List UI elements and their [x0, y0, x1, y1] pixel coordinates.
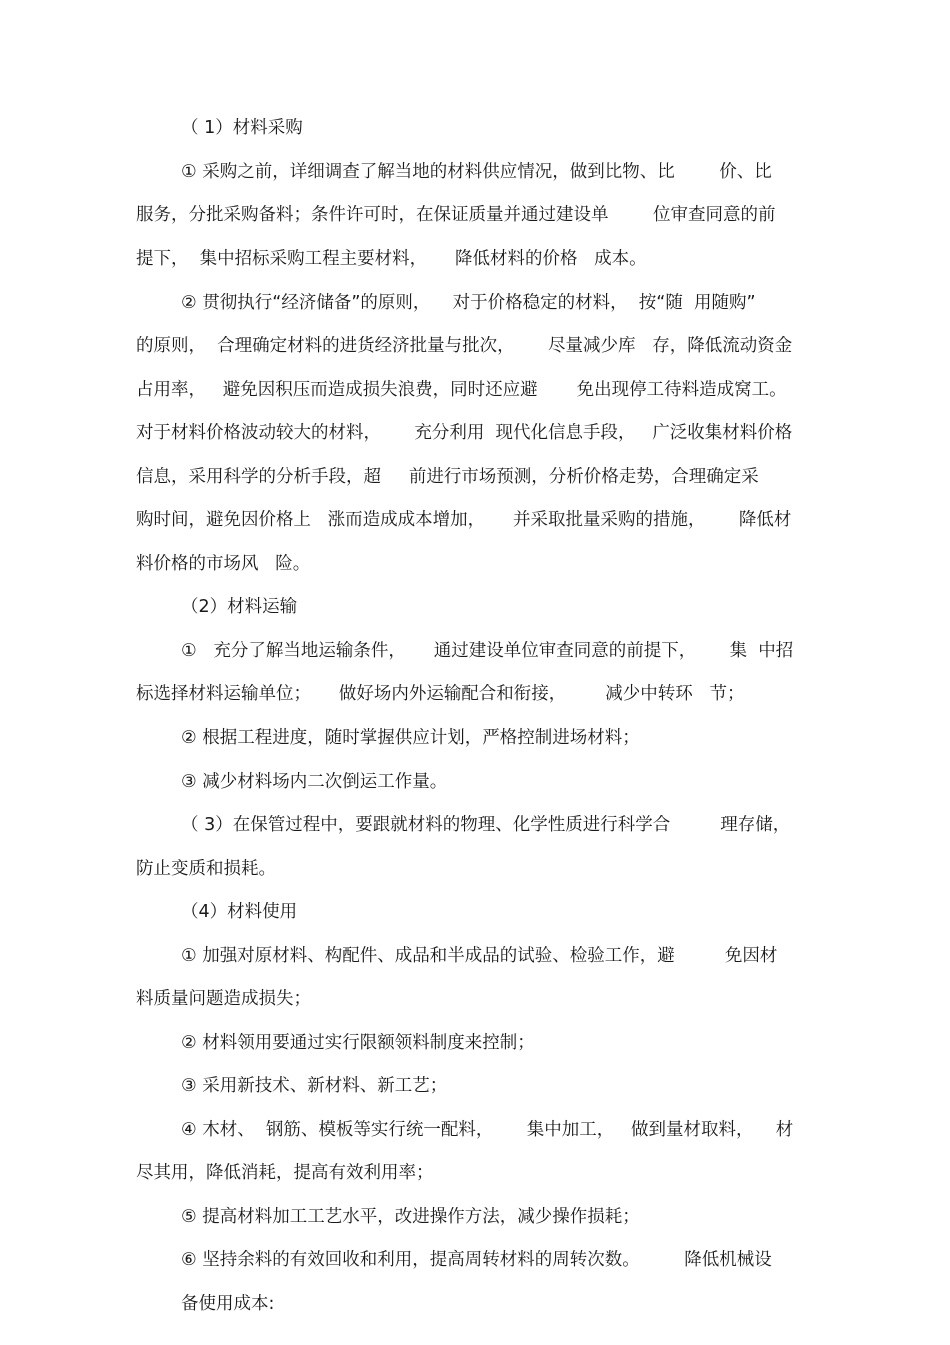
paragraph-line: 防止变质和损耗。	[136, 859, 276, 879]
paragraph-line: 提下， 集中招标采购工程主要材料， 降低材料的价格 成本。	[136, 249, 647, 269]
paragraph-line: ② 根据工程进度，随时掌握供应计划，严格控制进场材料；	[181, 728, 640, 748]
paragraph-line: 标选择材料运输单位； 做好场内外运输配合和衔接， 减少中转环 节；	[136, 684, 745, 704]
paragraph-line: 料价格的市场风 险。	[136, 554, 311, 574]
paragraph-line: 的原则， 合理确定材料的进货经济批量与批次， 尽量减少库 存，降低流动资金	[136, 336, 793, 356]
paragraph-line: 信息，采用科学的分析手段，超 前进行市场预测，分析价格走势，合理确定采	[136, 467, 759, 487]
paragraph-line: 尽其用，降低消耗，提高有效利用率；	[136, 1163, 434, 1183]
paragraph-line: 料质量问题造成损失；	[136, 989, 311, 1009]
paragraph-line: 对于材料价格波动较大的材料， 充分利用 现代化信息手段， 广泛收集材料价格	[136, 423, 793, 443]
paragraph-line: ⑤ 提高材料加工工艺水平，改进操作方法，减少操作损耗；	[181, 1207, 640, 1227]
paragraph-line: ① 充分了解当地运输条件， 通过建设单位审查同意的前提下， 集 中招	[181, 641, 794, 661]
paragraph-line: 占用率， 避免因积压而造成损失浪费，同时还应避 免出现停工待料造成窝工。	[136, 380, 787, 400]
paragraph-line: 购时间，避免因价格上 涨而造成成本增加， 并采取批量采购的措施， 降低材	[136, 510, 792, 530]
heading-material-transport: （2）材料运输	[181, 597, 298, 617]
paragraph-line: ① 加强对原材料、构配件、成品和半成品的试验、检验工作，避 免因材	[181, 946, 778, 966]
paragraph-line: 服务，分批采购备料；条件许可时，在保证质量并通过建设单 位审查同意的前	[136, 205, 776, 225]
paragraph-line: ③ 采用新技术、新材料、新工艺；	[181, 1076, 448, 1096]
paragraph-line: ③ 减少材料场内二次倒运工作量。	[181, 772, 448, 792]
paragraph-line: （ 3）在保管过程中，要跟就材料的物理、化学性质进行科学合 理存储，	[181, 815, 791, 835]
paragraph-line: ① 采购之前，详细调查了解当地的材料供应情况，做到比物、比 价、比	[181, 162, 772, 182]
paragraph-line: ② 贯彻执行“经济储备”的原则， 对于价格稳定的材料， 按“随 用随购”	[181, 293, 756, 313]
paragraph-line: ④ 木材、 钢筋、模板等实行统一配料， 集中加工， 做到量材取料， 材	[181, 1120, 794, 1140]
paragraph-line: ② 材料领用要通过实行限额领料制度来控制；	[181, 1033, 535, 1053]
paragraph-line: ⑥ 坚持余料的有效回收和利用，提高周转材料的周转次数。 降低机械设	[181, 1250, 772, 1270]
paragraph-line: 备使用成本:	[181, 1294, 275, 1314]
heading-material-procurement: （ 1）材料采购	[181, 118, 303, 138]
heading-material-usage: （4）材料使用	[181, 902, 298, 922]
